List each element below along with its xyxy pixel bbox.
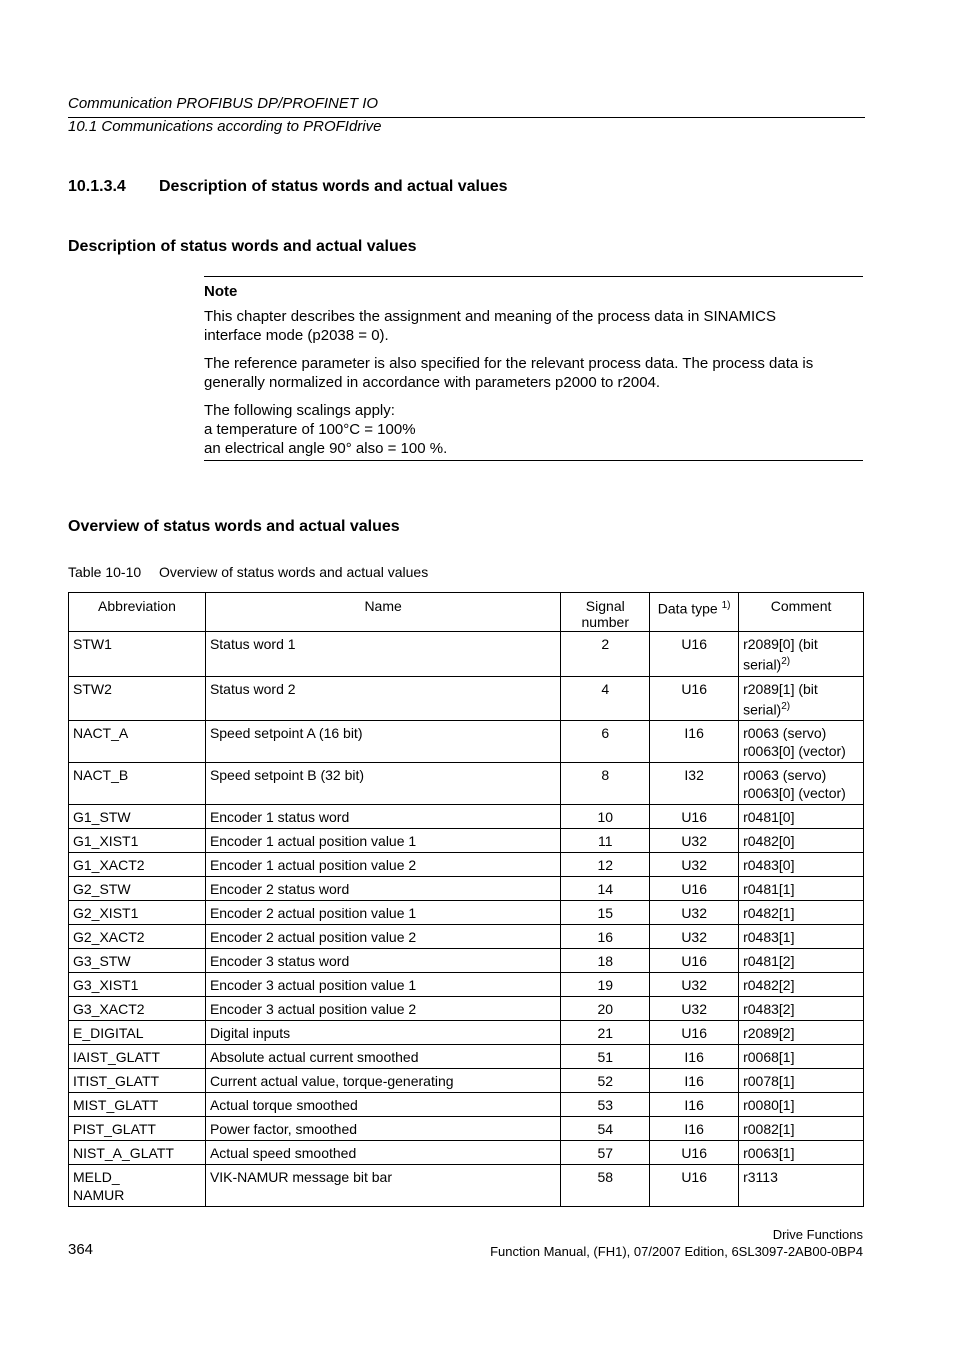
status-words-table <box>68 592 864 1207</box>
cell-name: Encoder 1 actual position value 1 <box>205 829 560 853</box>
cell-name: Absolute actual current smoothed <box>205 1045 560 1069</box>
table-row <box>69 676 864 721</box>
table-row <box>69 1165 864 1207</box>
cell-data-type: U32 <box>650 853 739 877</box>
header-signal-number: Signal number <box>561 593 650 632</box>
cell-name: Encoder 2 actual position value 1 <box>205 901 560 925</box>
cell-abbreviation: G1_STW <box>69 805 206 829</box>
header-data-type: Data type $^{1)}$ <box>650 593 739 632</box>
cell-data-type: I16 <box>650 1069 739 1093</box>
cell-data-type: U16 <box>650 805 739 829</box>
cell-data-type: U32 <box>650 829 739 853</box>
table-row <box>69 829 864 853</box>
cell-signal-number: 8 <box>561 763 650 805</box>
cell-comment: r0082[1] <box>739 1117 864 1141</box>
cell-signal-number: 19 <box>561 973 650 997</box>
cell-name: Power factor, smoothed <box>205 1117 560 1141</box>
header-comment: Comment <box>739 593 864 632</box>
cell-abbreviation: NACT_B <box>69 763 206 805</box>
header-name: Name <box>205 593 560 632</box>
cell-abbreviation: STW2 <box>69 676 206 721</box>
cell-abbreviation: G3_XACT2 <box>69 997 206 1021</box>
cell-signal-number: 14 <box>561 877 650 901</box>
cell-comment: r0063[1] <box>739 1141 864 1165</box>
cell-data-type: U16 <box>650 632 739 677</box>
cell-abbreviation: MELD_ NAMUR <box>69 1165 206 1207</box>
cell-data-type: I16 <box>650 1045 739 1069</box>
cell-abbreviation: G1_XIST1 <box>69 829 206 853</box>
cell-comment: r0483[2] <box>739 997 864 1021</box>
cell-comment: r0068[1] <box>739 1045 864 1069</box>
cell-name: Speed setpoint B (32 bit) <box>205 763 560 805</box>
cell-comment: r0481[0] <box>739 805 864 829</box>
cell-signal-number: 52 <box>561 1069 650 1093</box>
cell-abbreviation: G3_STW <box>69 949 206 973</box>
table-row <box>69 763 864 805</box>
cell-data-type: U16 <box>650 1021 739 1045</box>
cell-name: Encoder 3 status word <box>205 949 560 973</box>
cell-name: Current actual value, torque-generating <box>205 1069 560 1093</box>
cell-comment: r0481[2] <box>739 949 864 973</box>
cell-abbreviation: NACT_A <box>69 721 206 763</box>
table-row <box>69 1045 864 1069</box>
cell-signal-number: 12 <box>561 853 650 877</box>
cell-data-type: U16 <box>650 1165 739 1207</box>
cell-name: Speed setpoint A (16 bit) <box>205 721 560 763</box>
cell-name: Encoder 2 actual position value 2 <box>205 925 560 949</box>
cell-data-type: U16 <box>650 877 739 901</box>
note-paragraph-3: The following scalings apply: a temperature of 100°C = 100% an electrical angle 90° also = 100 %. <box>204 402 448 457</box>
note-box <box>204 283 863 467</box>
cell-abbreviation: G2_XIST1 <box>69 901 206 925</box>
cell-signal-number: 11 <box>561 829 650 853</box>
table-row <box>69 1093 864 1117</box>
cell-comment: r0483[1] <box>739 925 864 949</box>
cell-name: Encoder 2 status word <box>205 877 560 901</box>
table-row <box>69 805 864 829</box>
cell-data-type: I16 <box>650 721 739 763</box>
header-abbreviation: Abbreviation <box>69 593 206 632</box>
cell-data-type: U32 <box>650 973 739 997</box>
cell-comment: r3113 <box>739 1165 864 1207</box>
running-header-chapter: Communication PROFIBUS DP/PROFINET IO <box>68 95 379 112</box>
cell-abbreviation: MIST_GLATT <box>69 1093 206 1117</box>
table-row <box>69 1021 864 1045</box>
cell-comment: r0078[1] <box>739 1069 864 1093</box>
cell-comment: r0482[1] <box>739 901 864 925</box>
table-row <box>69 877 864 901</box>
table-row <box>69 925 864 949</box>
cell-abbreviation: G2_XACT2 <box>69 925 206 949</box>
cell-abbreviation: ITIST_GLATT <box>69 1069 206 1093</box>
cell-data-type: U16 <box>650 1141 739 1165</box>
cell-abbreviation: E_DIGITAL <box>69 1021 206 1045</box>
note-paragraph-2: The reference parameter is also specified for the relevant process data. The process data is generally normalized in accordance with parameters p2000 to r2004. <box>204 355 814 391</box>
cell-name: Status word 1 <box>205 632 560 677</box>
cell-signal-number: 15 <box>561 901 650 925</box>
cell-name: Encoder 3 actual position value 2 <box>205 997 560 1021</box>
table-header-row <box>69 593 864 632</box>
cell-comment: r0080[1] <box>739 1093 864 1117</box>
cell-abbreviation: G1_XACT2 <box>69 853 206 877</box>
table-row <box>69 997 864 1021</box>
subheading-overview: Overview of status words and actual values <box>68 518 400 535</box>
cell-abbreviation: IAIST_GLATT <box>69 1045 206 1069</box>
table-row <box>69 973 864 997</box>
cell-data-type: U32 <box>650 997 739 1021</box>
cell-name: Digital inputs <box>205 1021 560 1045</box>
cell-name: Encoder 1 actual position value 2 <box>205 853 560 877</box>
cell-comment: r2089[1] (bit serial)$^{2)}$ <box>739 676 864 721</box>
cell-signal-number: 18 <box>561 949 650 973</box>
cell-comment: r0482[2] <box>739 973 864 997</box>
cell-signal-number: 6 <box>561 721 650 763</box>
cell-signal-number: 51 <box>561 1045 650 1069</box>
cell-data-type: U32 <box>650 925 739 949</box>
table-row <box>69 949 864 973</box>
cell-name: Encoder 1 status word <box>205 805 560 829</box>
cell-comment: r0063 (servo) r0063[0] (vector) <box>739 721 864 763</box>
cell-signal-number: 20 <box>561 997 650 1021</box>
cell-data-type: U16 <box>650 949 739 973</box>
cell-name: Actual torque smoothed <box>205 1093 560 1117</box>
cell-data-type: I32 <box>650 763 739 805</box>
table-row <box>69 1141 864 1165</box>
footer-manual: Function Manual, (FH1), 07/2007 Edition, 6SL3097-2AB00-0BP4 <box>490 1244 863 1259</box>
cell-name: Status word 2 <box>205 676 560 721</box>
note-paragraph-1: This chapter describes the assignment and meaning of the process data in SINAMICS interface mode (p2038 = 0). <box>204 308 776 344</box>
cell-signal-number: 54 <box>561 1117 650 1141</box>
note-top-rule <box>204 276 863 277</box>
cell-data-type: U16 <box>650 676 739 721</box>
cell-abbreviation: NIST_A_GLATT <box>69 1141 206 1165</box>
cell-data-type: I16 <box>650 1117 739 1141</box>
cell-abbreviation: G2_STW <box>69 877 206 901</box>
cell-abbreviation: PIST_GLATT <box>69 1117 206 1141</box>
section-number: 10.1.3.4 <box>68 178 126 195</box>
section-title: Description of status words and actual values <box>159 178 508 195</box>
cell-signal-number: 2 <box>561 632 650 677</box>
table-caption <box>68 564 428 580</box>
cell-name: Actual speed smoothed <box>205 1141 560 1165</box>
cell-signal-number: 4 <box>561 676 650 721</box>
note-bottom-rule <box>204 460 863 461</box>
cell-signal-number: 58 <box>561 1165 650 1207</box>
table-caption-text: Overview of status words and actual values <box>158 564 429 580</box>
note-title: Note <box>204 283 238 300</box>
subheading-description: Description of status words and actual values <box>68 238 417 255</box>
table-row <box>69 1117 864 1141</box>
table-caption-label: Table 10-10 <box>68 564 142 580</box>
cell-signal-number: 10 <box>561 805 650 829</box>
cell-comment: r2089[2] <box>739 1021 864 1045</box>
cell-abbreviation: G3_XIST1 <box>69 973 206 997</box>
cell-name: VIK-NAMUR message bit bar <box>205 1165 560 1207</box>
running-header-section: 10.1 Communications according to PROFIdrive <box>68 118 382 135</box>
cell-comment: r0063 (servo) r0063[0] (vector) <box>739 763 864 805</box>
cell-data-type: I16 <box>650 1093 739 1117</box>
cell-comment: r0482[0] <box>739 829 864 853</box>
page-number: 364 <box>68 1241 94 1258</box>
cell-comment: r0483[0] <box>739 853 864 877</box>
cell-name: Encoder 3 actual position value 1 <box>205 973 560 997</box>
cell-signal-number: 53 <box>561 1093 650 1117</box>
table-row <box>69 721 864 763</box>
table-row <box>69 632 864 677</box>
table-row <box>69 1069 864 1093</box>
cell-signal-number: 21 <box>561 1021 650 1045</box>
cell-data-type: U32 <box>650 901 739 925</box>
cell-comment: r0481[1] <box>739 877 864 901</box>
footer-title: Drive Functions <box>772 1227 863 1242</box>
cell-signal-number: 57 <box>561 1141 650 1165</box>
cell-signal-number: 16 <box>561 925 650 949</box>
table-row <box>69 853 864 877</box>
table-row <box>69 901 864 925</box>
cell-comment: r2089[0] (bit serial)$^{2)}$ <box>739 632 864 677</box>
cell-abbreviation: STW1 <box>69 632 206 677</box>
